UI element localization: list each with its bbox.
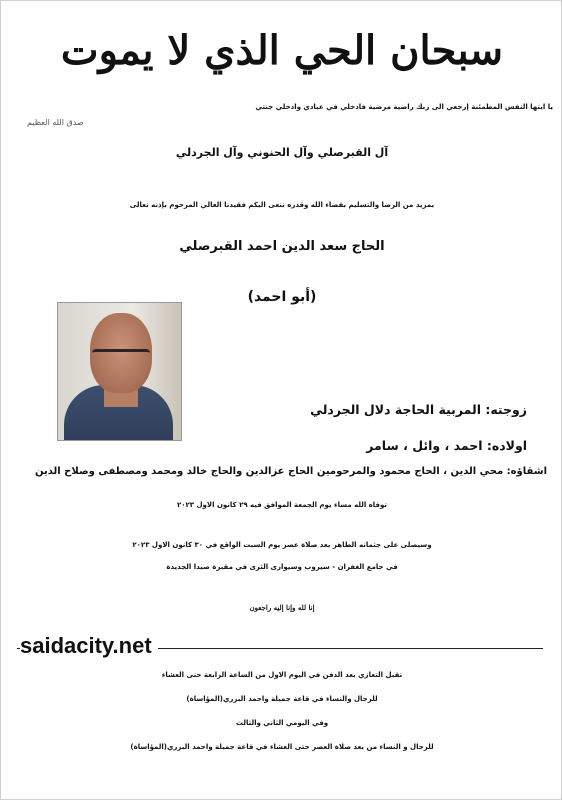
condolence-line: للرجال و النساء من بعد صلاة العصر حتى العشاء في قاعة جميلة واحمد البزري(المؤاساة) [130, 743, 434, 751]
children-line: اولاده: احمد ، وائل ، سامر [366, 438, 527, 453]
condolence-line: وفي اليومي الثاني والثالث [235, 719, 329, 727]
funeral-prayer-notice: وسيصلى على جثمانه الطاهر بعد صلاة عصر يوم السبت الواقع في ٣٠ كانون الاول ٢٠٢٣ [132, 541, 432, 549]
family-names: آل القبرصلي وآل الحنوني وآل الجردلي [175, 146, 389, 159]
wife-line: زوجته: المربية الحاجة دلال الجردلي [310, 402, 527, 417]
deceased-name: الحاج سعد الدين احمد القبرصلي [179, 239, 385, 254]
header-calligraphy: سبحان الحي الذي لا يموت [60, 27, 504, 74]
siblings-line: اشقاؤه: محي الدين ، الحاج محمود والمرحومين الحاج عزالدين والحاج خالد ومحمد ومصطفى وصلاح الدين [34, 466, 547, 477]
condolence-line: للرجال والنساء في قاعة جميلة واحمد البزري(المؤاساة) [186, 695, 378, 703]
condolence-line: تقبل التعازي بعد الدفن في اليوم الاول من الساعة الرابعة حتى العشاء [161, 671, 403, 679]
burial-notice: في جامع الغفران - سيروب وسيوارى الثرى في مقبرة صيدا الجديدة [166, 563, 398, 571]
closing-calligraphy: إنا لله وإنا إليه راجعون [249, 603, 315, 612]
deceased-photo [57, 302, 182, 441]
death-announcement: بمزيد من الرضا والتسليم بقضاء الله وقدره ننعى اليكم فقيدنا الغالي المرحوم بإذنه تعالى [129, 201, 435, 209]
quran-verse: يا ايتها النفس المطمئنة إرجعي الى ربك راضية مرضية فادخلي في عبادي وادخلي جنتي [255, 103, 553, 111]
death-date-notice: توفاه الله مساء يوم الجمعة الموافق فيه ٢٩ كانون الاول ٢٠٢٣ [176, 501, 388, 509]
deceased-nickname: (أبو احمد) [247, 289, 317, 305]
verse-attribution: صدق الله العظيم [27, 118, 84, 127]
photo-glasses [92, 349, 150, 364]
website-link[interactable]: saidacity.net [20, 631, 158, 661]
